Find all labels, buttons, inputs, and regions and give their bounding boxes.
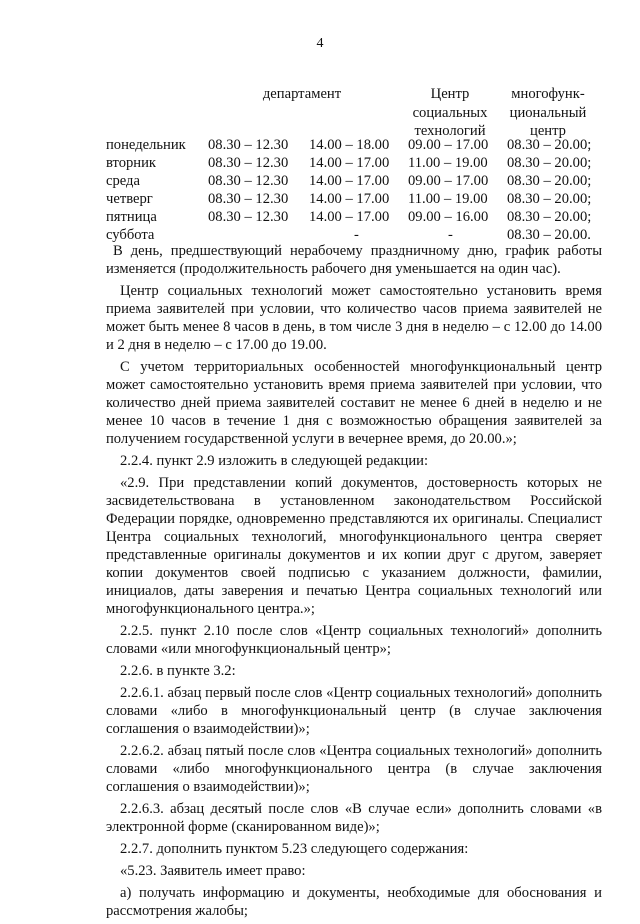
header-mfc-line: центр — [530, 123, 566, 139]
header-department: департамент — [262, 86, 342, 102]
paragraph: 2.2.5. пункт 2.10 после слов «Центр социальных технологий» дополнить словами «или многофункциональный центр»; — [106, 623, 602, 657]
dep-am-cell: 08.30 – 12.30 — [208, 191, 289, 207]
dep-pm-cell: 14.00 – 17.00 — [309, 155, 390, 171]
mfc-cell: 08.30 – 20.00; — [507, 173, 592, 189]
day-cell: пятница — [106, 209, 157, 225]
dep-pm-cell: 14.00 – 18.00 — [309, 137, 390, 153]
mfc-cell: 08.30 – 20.00; — [507, 191, 592, 207]
paragraph: В день, предшествующий нерабочему праздничному дню, график работы изменяется (продолжительность рабочего дня уменьшается на один час). — [106, 243, 602, 277]
day-cell: среда — [106, 173, 140, 189]
header-center-line: технологий — [414, 123, 486, 139]
paragraph: С учетом территориальных особенностей многофункциональный центр может самостоятельно установить время приема заявителей при условии, что количество дней приема заявителей составит не менее 6 дней в неделю и не менее 10 часов в течение 1 дня с возможностью обращения заявителей за получением государственной услуги в вечернее время, до 20.00.»; — [106, 359, 602, 447]
center-cell: - — [448, 227, 453, 243]
center-cell: 09.00 – 17.00 — [408, 137, 489, 153]
paragraph: а) получать информацию и документы, необходимые для обоснования и рассмотрения жалобы; — [106, 885, 602, 919]
mfc-cell: 08.30 – 20.00. — [507, 227, 591, 243]
paragraph: 2.2.6.1. абзац первый после слов «Центр социальных технологий» дополнить словами «либо в многофункциональный центр (в случае заключения соглашения о взаимодействии)»; — [106, 685, 602, 737]
day-cell: суббота — [106, 227, 155, 243]
dep-pm-cell: 14.00 – 17.00 — [309, 209, 390, 225]
body-text — [106, 242, 602, 924]
paragraph: «2.9. При представлении копий документов, достоверность которых не засвидетельствована в установленном законодательством Российской Федерации порядке, одновременно представляются их оригиналы. Специалист Центра социальных технологий, многофункционального центра сверяет представленные оригиналы документов и их копии друг с другом, заверяет копии документов своей подписью с указанием должности, фамилии, инициалов, даты заверения и печатью Центра социальных технологий или многофункционального центра.»; — [106, 475, 602, 617]
mfc-cell: 08.30 – 20.00; — [507, 137, 592, 153]
center-cell: 11.00 – 19.00 — [408, 155, 488, 171]
center-cell: 09.00 – 16.00 — [408, 209, 489, 225]
dep-am-cell: 08.30 – 12.30 — [208, 173, 289, 189]
dep-pm-cell: 14.00 – 17.00 — [309, 173, 390, 189]
day-cell: вторник — [106, 155, 157, 171]
paragraph: 2.2.6.2. абзац пятый после слов «Центра социальных технологий» дополнить словами «либо многофункционального центра (в случае заключения соглашения о взаимодействии)»; — [106, 743, 602, 795]
paragraph: 2.2.6. в пункте 3.2: — [120, 663, 236, 679]
paragraph: Центр социальных технологий может самостоятельно установить время приема заявителей при условии, что количество часов приема заявителей не может быть менее 8 часов в день, в том числе 3 дня в неделю – с 12.00 до 14.00 и 2 дня в неделю – с 17.00 до 19.00. — [106, 283, 602, 353]
dep-pm-cell: 14.00 – 17.00 — [309, 191, 390, 207]
day-cell: понедельник — [106, 137, 186, 153]
day-cell: четверг — [106, 191, 153, 207]
center-cell: 11.00 – 19.00 — [408, 191, 488, 207]
dep-am-cell: 08.30 – 12.30 — [208, 137, 289, 153]
header-center — [400, 85, 500, 141]
header-mfc-line: многофунк- — [511, 86, 585, 102]
paragraph: 2.2.7. дополнить пунктом 5.23 следующего содержания: — [120, 841, 469, 857]
header-center-line: Центр — [430, 86, 470, 102]
header-center-line: социальных — [412, 104, 488, 121]
paragraph: 2.2.6.3. абзац десятый после слов «В случае если» дополнить словами «в электронной форме (сканированном виде)»; — [106, 801, 602, 835]
mfc-cell: 08.30 – 20.00; — [507, 155, 592, 171]
page-number: 4 — [316, 36, 324, 51]
header-mfc-line: циональный — [509, 104, 587, 121]
header-mfc — [498, 85, 598, 141]
dep-am-cell: 08.30 – 12.30 — [208, 209, 289, 225]
mfc-cell: 08.30 – 20.00; — [507, 209, 592, 225]
paragraph: 2.2.4. пункт 2.9 изложить в следующей редакции: — [120, 453, 429, 469]
dep-pm-cell: - — [354, 227, 359, 243]
dep-am-cell: 08.30 – 12.30 — [208, 155, 289, 171]
paragraph: «5.23. Заявитель имеет право: — [120, 863, 306, 879]
center-cell: 09.00 – 17.00 — [408, 173, 489, 189]
